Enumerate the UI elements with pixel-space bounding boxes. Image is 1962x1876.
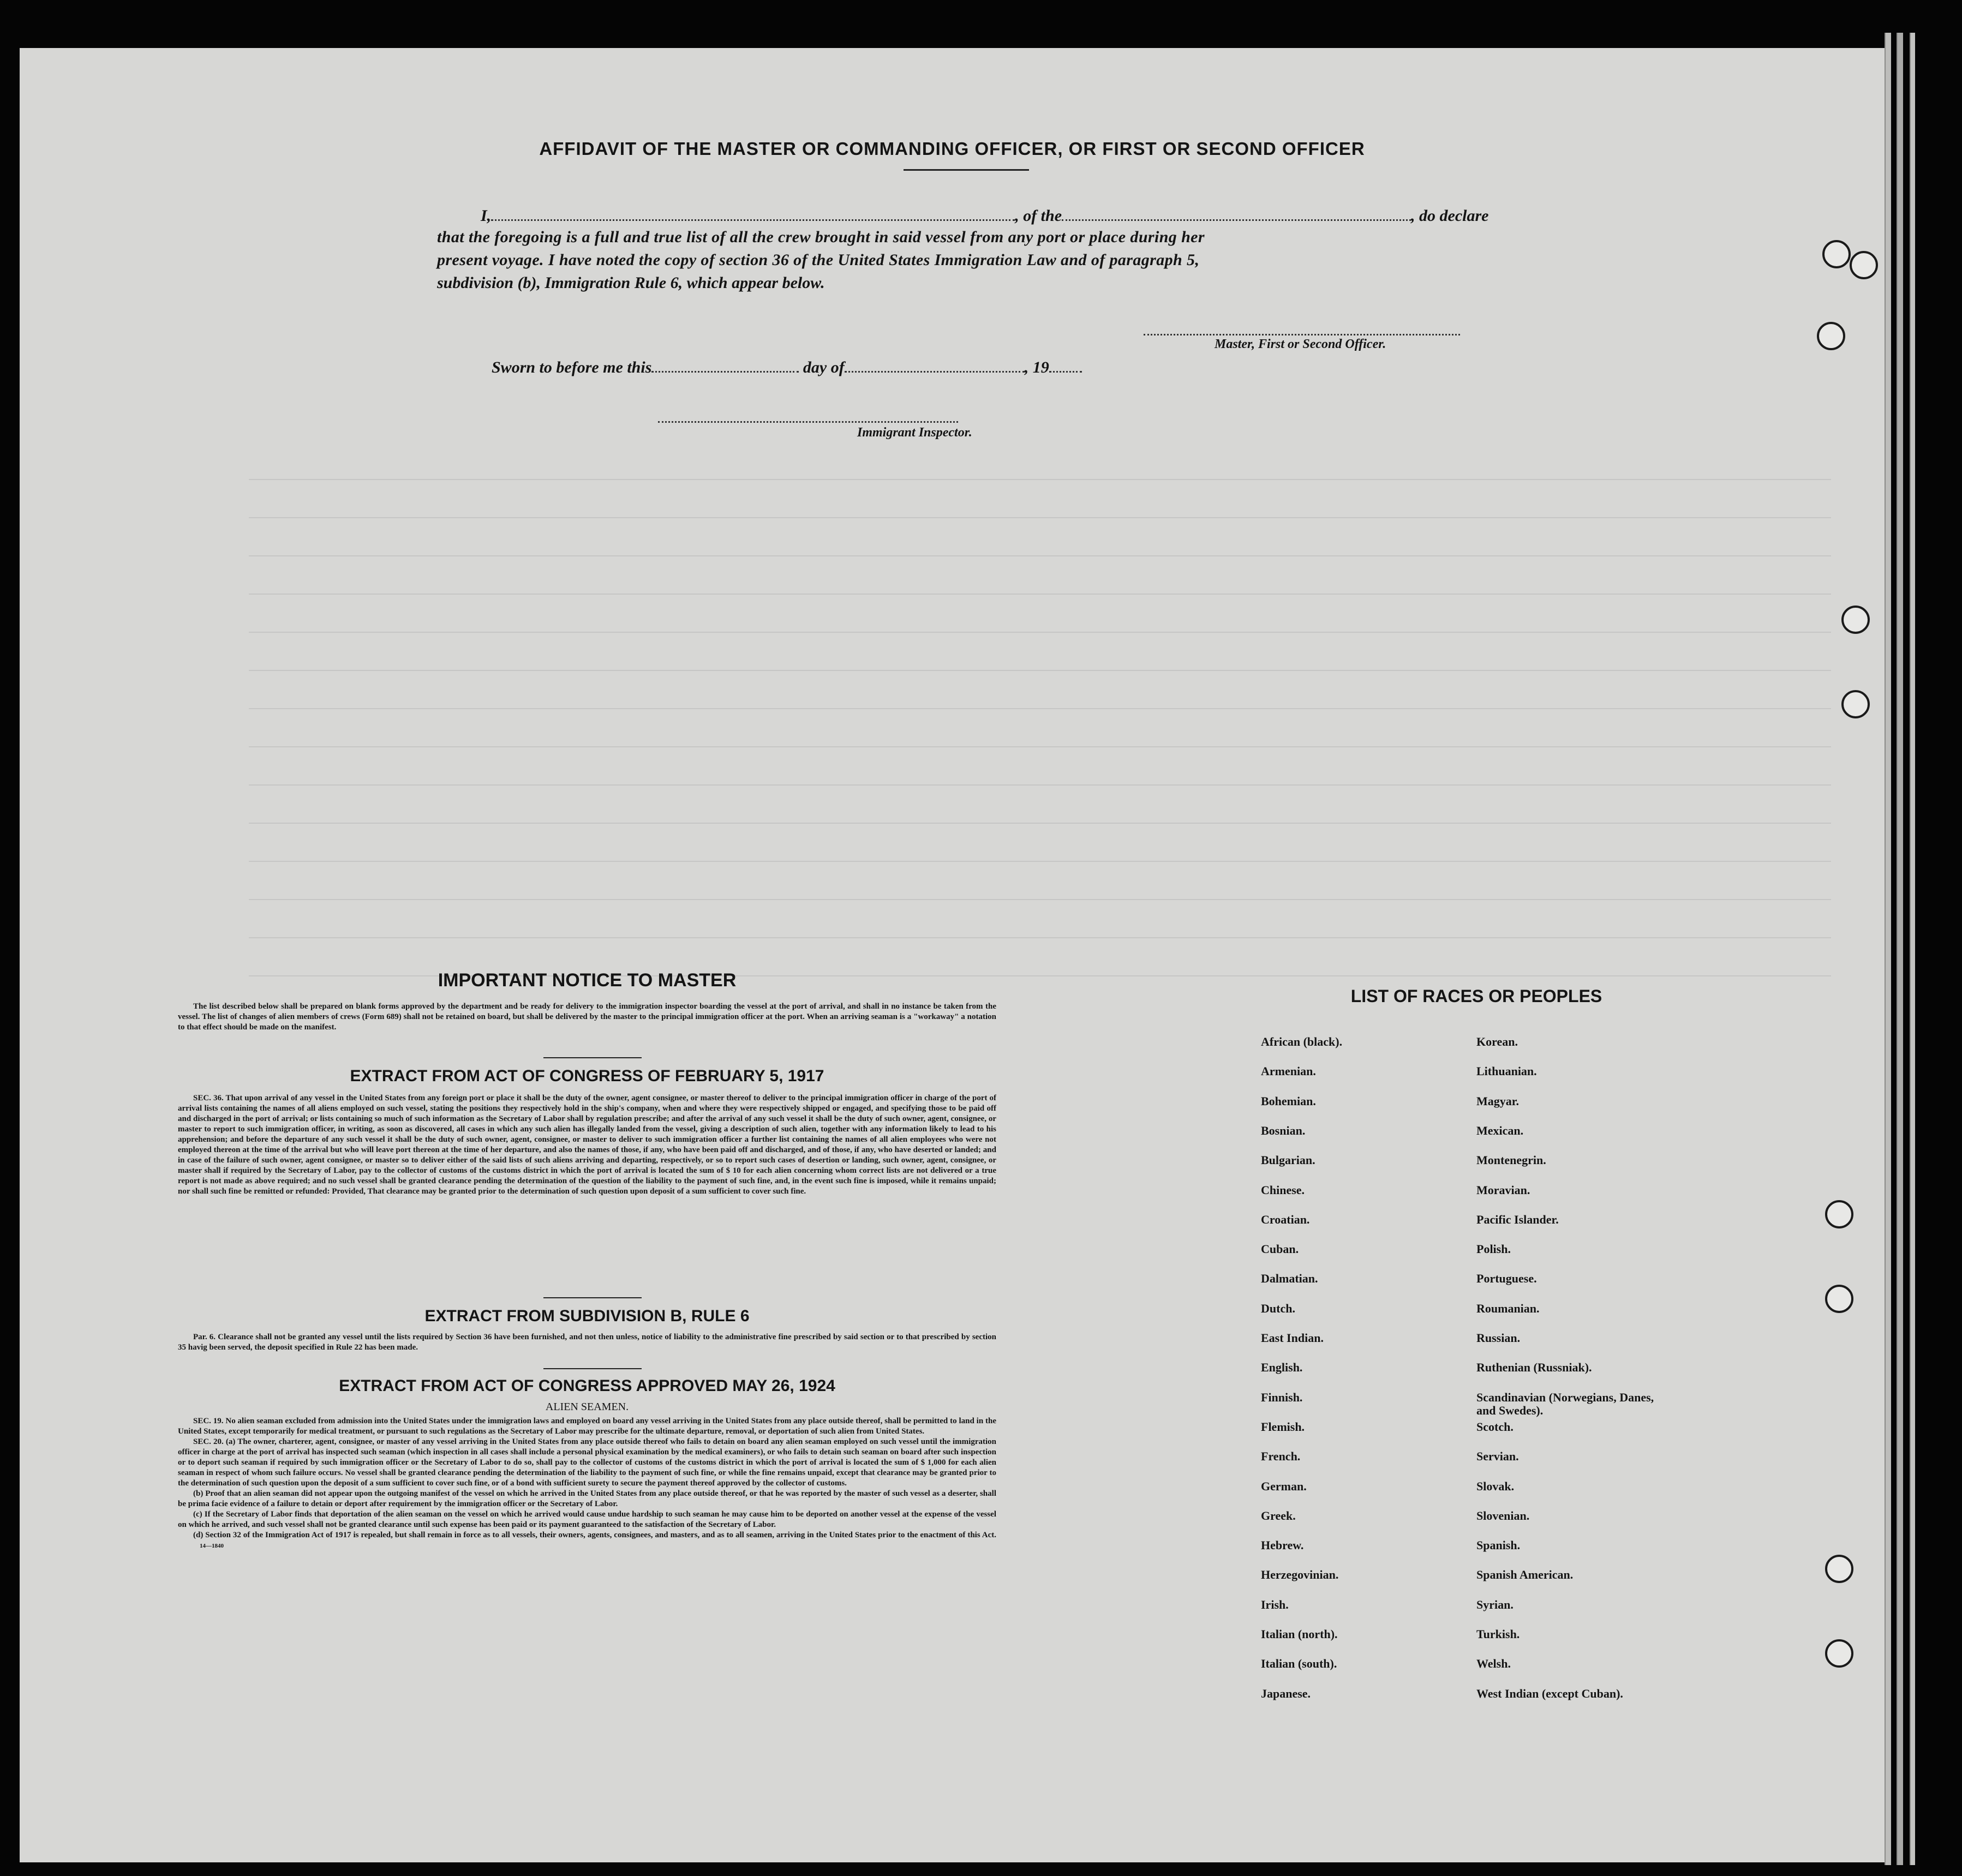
divider-1 [543, 1057, 642, 1058]
race-item: Servian. [1476, 1449, 1519, 1464]
race-item: Greek. [1261, 1508, 1296, 1523]
binder-ring-icon [1841, 606, 1870, 634]
i-label: I, [481, 207, 492, 225]
race-item: Lithuanian. [1476, 1064, 1537, 1078]
sec-19: SEC. 19. No alien seaman excluded from admission into the United States under the immigration laws and employed on board any vessel arriving in the United States from any place outside thereof, shall be permitted to land in the United States, except temporarily for medical treatment, or pursuant to such regulations as the Secretary of Labor may prescribe for the ultimate departure, removal, or deportation of such alien from United States. [178, 1417, 996, 1436]
master-signature-label: Master, First or Second Officer. [1215, 337, 1386, 351]
vessel-field[interactable] [1062, 206, 1411, 221]
sworn-month-field[interactable] [845, 358, 1025, 373]
notice-title: IMPORTANT NOTICE TO MASTER [438, 970, 737, 991]
binder-ring-icon [1817, 322, 1845, 350]
race-item: Portuguese. [1476, 1272, 1537, 1286]
race-item: Irish. [1261, 1597, 1289, 1611]
race-item: Montenegrin. [1476, 1153, 1546, 1167]
race-item: Japanese. [1261, 1686, 1311, 1700]
binder-ring-icon [1825, 1555, 1853, 1583]
sworn-day-field[interactable] [651, 358, 799, 373]
sec-20-d: (d) Section 32 of the Immigration Act of 1917 is repealed, but shall remain in force as to all vessels, their owners, agents, consignees, and masters, and as to all seamen, arriving in the United States prior to the enactment of this Act. 14—1840 [193, 1531, 996, 1549]
binder-ring-icon [1825, 1200, 1853, 1228]
inspector-signature-label: Immigrant Inspector. [857, 425, 972, 440]
race-item: Croatian. [1261, 1212, 1310, 1226]
do-declare-label: , do declare [1411, 207, 1489, 225]
race-item: African (black). [1261, 1035, 1343, 1048]
extract-rule6-title: EXTRACT FROM SUBDIVISION B, RULE 6 [424, 1307, 750, 1325]
sworn-line: Sworn to before me this day of , 19 [492, 358, 1561, 377]
race-item: Slovak. [1476, 1479, 1515, 1493]
race-item: Turkish. [1476, 1627, 1520, 1641]
race-item: Flemish. [1261, 1419, 1305, 1434]
extract-1917-text: SEC. 36. That upon arrival of any vessel in the United States from any foreign port or place it shall be the duty of the owner, agent consignee, or master thereof to deliver to the principal immigration officer in charge of the port of arrival lists containing the names of all aliens employed on such vessel, stating the positions they respectively hold in the ship's company, when and where they were respectively shipped or engaged, and specifying those to be paid off and discharged in the port of arrival; or lists containing so much of such information as the Secretary of Labor shall by regulation prescribe; and after the arrival of any such vessel it shall be the duty of such owner, agent, consignee, or master to report to such immigration officer, in writing, as soon as discovered, all cases in which any such alien has illegally landed from the vessel, giving a description of such alien, together with any information likely to lead to his apprehension; and before the departure of any such vessel it shall be the duty of such owner, agent, consignee, or master to deliver to such immigration officer a further list containing the names of all alien employees who were not employed thereon at the time of the arrival but who will leave port thereon at the time of her departure, and also the names of those, if any, who have been paid off and discharged, and of those, if any, who have deserted or landed; and in case of the failure of such owner, agent consignee, or master so to deliver either of the said lists of such aliens arriving and departing, respectively, or so to report such cases of desertion or landing, such owner, agent, consignee, or master shall if required by the Secretary of Labor, pay to the collector of customs of the customs district in which the port of arrival is located the sum of $ 10 for each alien concerning whom correct lists are not delivered or a true report is not made as above required; and no such vessel shall be granted clearance pending the determination of the question of the liability to the payment of such fine, and, in the event such fine is imposed, while it remains unpaid; nor shall such fine be remitted or refunded: Provided, That clearance may be granted prior to the determination of such question upon deposit of a sum sufficient to cover such fine. [178, 1094, 996, 1196]
title-underline [904, 169, 1029, 171]
race-item: Dalmatian. [1261, 1272, 1318, 1286]
race-item: English. [1261, 1360, 1303, 1375]
race-item: Chinese. [1261, 1183, 1305, 1197]
page-edge [1885, 33, 1891, 1865]
race-item: Finnish. [1261, 1390, 1303, 1404]
extract-1924-subtitle: ALIEN SEAMEN. [545, 1401, 629, 1413]
sec-20-c: (c) If the Secretary of Labor finds that deportation of the alien seaman on the vessel on which he arrived would cause undue hardship to such seaman he may cause him to be deported on another vessel at the expense of the vessel on which he arrived, and such vessel shall not be granted clearance until such expense has been paid or its payment guaranteed to the satisfaction of the Secretary of Labor. [178, 1510, 996, 1529]
races-title: LIST OF RACES OR PEOPLES [1350, 986, 1602, 1006]
race-item: Bohemian. [1261, 1094, 1316, 1108]
race-item: Mexican. [1476, 1123, 1524, 1137]
sec-20-a: SEC. 20. (a) The owner, charterer, agent, consignee, or master of any vessel arriving in the United States from any place outside thereof who fails to detain on board any alien seaman employed on such vessel until the immigration officer in charge at the port of arrival has inspected such seaman (which inspection in all cases shall include a personal physical examination by the medical examiners), or who fails to detain such seaman on board after such inspection or to deport such seaman if required by such immigration officer or the Secretary of Labor to do so, shall pay to the collector of customs of the customs district in which the port of arrival is located the sum of $ 1,000 for each alien seaman in respect of whom such failure occurs. No vessel shall be granted clearance pending the determination of the liability to the payment of such fine, or while the fine remains unpaid, except that clearance may be granted prior to the determination of such question upon the deposit of a sum sufficient to cover such fine, or of a bond with sufficient surety to secure the payment thereof approved by the collector of customs. [178, 1437, 996, 1488]
race-item: Bosnian. [1261, 1123, 1306, 1137]
extract-rule6-text: Par. 6. Clearance shall not be granted any vessel until the lists required by Section 36 have been furnished, and not then unless, notice of liability to the administrative fine prescribed by said section or to that prescribed by section 35 havig been served, the deposit specified in Rule 22 has been made. [178, 1333, 996, 1352]
affidavit-declaration-line [437, 206, 1506, 225]
race-item: Slovenian. [1476, 1508, 1530, 1523]
race-item: Cuban. [1261, 1242, 1299, 1256]
race-item: Scandinavian (Norwegians, Danes, and Swedes). [1476, 1390, 1654, 1417]
race-item: Italian (south). [1261, 1657, 1337, 1671]
race-item: Magyar. [1476, 1094, 1520, 1108]
race-item: Syrian. [1476, 1597, 1514, 1611]
extract-1917-title: EXTRACT FROM ACT OF CONGRESS OF FEBRUARY 5, 1917 [350, 1067, 824, 1085]
name-field[interactable] [491, 206, 1015, 221]
inspector-signature-field[interactable] [658, 408, 958, 423]
affidavit-line-3: present voyage. I have noted the copy of section 36 of the United States Immigration Law and of paragraph 5, [437, 251, 1200, 269]
master-signature-field[interactable] [1144, 321, 1460, 335]
document-page [20, 48, 1885, 1862]
page-edge [1897, 33, 1903, 1865]
race-item: Moravian. [1476, 1183, 1530, 1197]
extract-1924-text [178, 1416, 996, 1551]
race-item: Spanish. [1476, 1538, 1521, 1553]
binder-ring-icon [1850, 251, 1878, 279]
binder-ring-icon [1825, 1639, 1853, 1668]
race-item: Ruthenian (Russniak). [1476, 1360, 1592, 1375]
race-item: Spanish American. [1476, 1568, 1574, 1582]
race-item: French. [1261, 1449, 1301, 1464]
binder-ring-icon [1841, 690, 1870, 718]
race-item: Scotch. [1476, 1419, 1514, 1434]
race-item: Korean. [1476, 1035, 1518, 1048]
divider-2 [543, 1297, 642, 1298]
race-item: Pacific Islander. [1476, 1212, 1559, 1226]
page-edge [1910, 33, 1915, 1865]
affidavit-line-2: that the foregoing is a full and true list of all the crew brought in said vessel from any port or place during her [437, 228, 1205, 246]
race-item: Hebrew. [1261, 1538, 1304, 1553]
race-item: Italian (north). [1261, 1627, 1338, 1641]
race-item: Bulgarian. [1261, 1153, 1315, 1167]
race-item: Herzegovinian. [1261, 1568, 1339, 1582]
affidavit-title: AFFIDAVIT OF THE MASTER OR COMMANDING OFFICER, OR FIRST OR SECOND OFFICER [539, 139, 1365, 159]
sec-20-b: (b) Proof that an alien seaman did not appear upon the outgoing manifest of the vessel on which he arrived in the United States from any place outside thereof, or that he was reported by the master of such vessel as a deserter, shall be prima facie evidence of a failure to detain or deport after requirement by the immigration officer or the Secretary of Labor. [178, 1489, 996, 1508]
race-item: Russian. [1476, 1331, 1521, 1345]
of-the-label: , of the [1015, 207, 1062, 225]
race-item: Welsh. [1476, 1657, 1511, 1671]
extract-1924-title: EXTRACT FROM ACT OF CONGRESS APPROVED MAY 26, 1924 [339, 1377, 835, 1395]
notice-text: The list described below shall be prepared on blank forms approved by the department and be ready for delivery to the immigration inspector boarding the vessel at the port of arrival, and shall in no instance be taken from the vessel. The list of changes of alien members of crews (Form 689) shall not be retained on board, but shall be delivered by the master to the principal immigration officer at the port. When an arriving seaman is a "workaway" a notation to that effect should be made on the manifest. [178, 1002, 996, 1032]
race-item: East Indian. [1261, 1331, 1324, 1345]
sworn-year-field[interactable] [1049, 358, 1082, 373]
divider-3 [543, 1368, 642, 1369]
race-item: German. [1261, 1479, 1307, 1493]
binder-ring-icon [1825, 1285, 1853, 1313]
form-number: 14—1840 [200, 1543, 224, 1549]
race-item: West Indian (except Cuban). [1476, 1686, 1623, 1700]
race-item: Armenian. [1261, 1064, 1316, 1078]
binder-ring-icon [1822, 240, 1851, 268]
race-item: Roumanian. [1476, 1301, 1540, 1315]
affidavit-line-4: subdivision (b), Immigration Rule 6, which appear below. [437, 274, 825, 292]
race-item: Polish. [1476, 1242, 1511, 1256]
race-item: Dutch. [1261, 1301, 1295, 1315]
